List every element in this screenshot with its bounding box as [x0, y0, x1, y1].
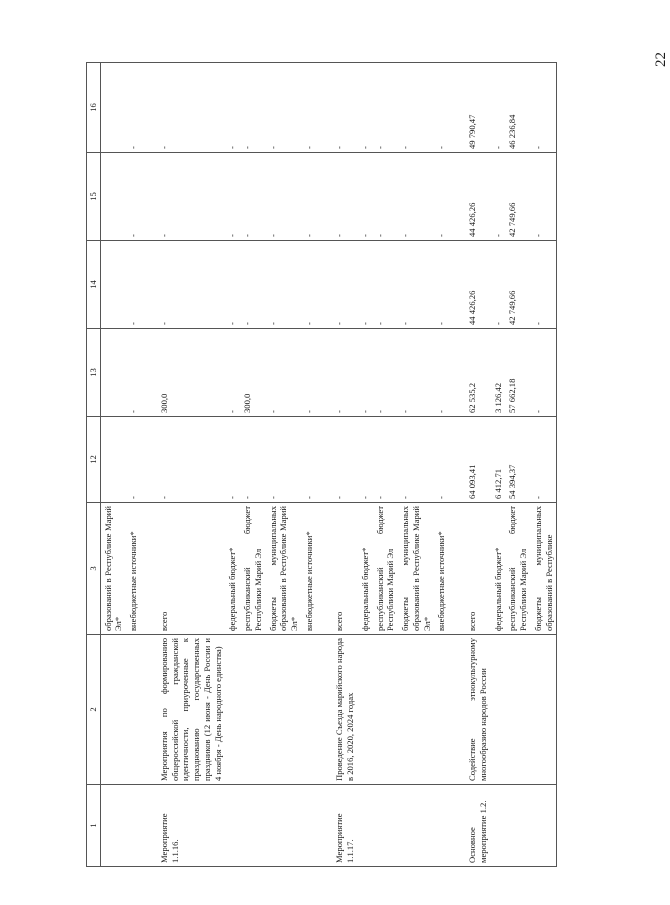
col-header-3: 3 — [87, 503, 101, 635]
value-cell: - — [225, 241, 240, 329]
header-row — [87, 63, 101, 867]
value-cell: - — [373, 153, 398, 241]
funding-source-cell: бюджеты муниципальных образований в Республике Марий Эл* — [266, 503, 302, 635]
event-name-cell — [358, 635, 373, 785]
value-cell: 44 426,26 — [465, 153, 490, 241]
event-code-cell — [358, 785, 373, 867]
event-name-cell: Проведение Съезда марийского народа в 2016, 2020, 2024 годах — [332, 635, 357, 785]
value-cell: - — [358, 63, 373, 153]
event-name-cell — [434, 635, 449, 785]
event-code-cell — [531, 785, 557, 867]
spacer-cell — [449, 153, 465, 241]
spacer-cell — [316, 241, 332, 329]
spacer-cell — [141, 241, 157, 329]
row-spacer — [449, 63, 465, 867]
table-row — [100, 63, 126, 867]
col-header-12: 12 — [87, 417, 101, 503]
spacer-cell — [141, 63, 157, 153]
value-cell: - — [434, 241, 449, 329]
event-name-cell — [225, 635, 240, 785]
spacer-cell — [141, 329, 157, 417]
event-code-cell — [373, 785, 398, 867]
value-cell: 42 749,66 — [505, 241, 530, 329]
value-cell: - — [225, 153, 240, 241]
value-cell: - — [531, 63, 557, 153]
event-code-cell: Мероприятие 1.1.16. — [157, 785, 225, 867]
table-row — [126, 63, 141, 867]
value-cell: 64 093,41 — [465, 417, 490, 503]
funding-source-cell: республиканский бюджет Республики Марий Эл — [373, 503, 398, 635]
value-cell: - — [266, 329, 302, 417]
event-name-cell — [398, 635, 434, 785]
event-name-cell — [266, 635, 302, 785]
funding-source-cell: всего — [465, 503, 490, 635]
value-cell: - — [491, 63, 506, 153]
spacer-cell — [316, 329, 332, 417]
value-cell: - — [157, 417, 225, 503]
value-cell: - — [332, 153, 357, 241]
event-code-cell — [126, 785, 141, 867]
value-cell: 300,0 — [240, 329, 265, 417]
value-cell: - — [225, 329, 240, 417]
spacer-cell — [449, 329, 465, 417]
table-row — [358, 63, 373, 867]
funding-source-cell: федеральный бюджет* — [491, 503, 506, 635]
value-cell: - — [332, 63, 357, 153]
spacer-cell — [449, 241, 465, 329]
value-cell: - — [266, 417, 302, 503]
value-cell: 54 394,37 — [505, 417, 530, 503]
value-cell: - — [302, 329, 317, 417]
event-code-cell — [225, 785, 240, 867]
spacer-cell — [141, 785, 157, 867]
event-name-cell: Содействие этнокультурному многообразию народов России — [465, 635, 490, 785]
value-cell: - — [157, 153, 225, 241]
event-code-cell — [302, 785, 317, 867]
spacer-cell — [141, 417, 157, 503]
table-row — [531, 63, 557, 867]
value-cell: - — [266, 63, 302, 153]
budget-table — [86, 62, 557, 867]
value-cell: 46 236,84 — [505, 63, 530, 153]
event-name-cell — [505, 635, 530, 785]
event-name-cell — [373, 635, 398, 785]
value-cell: - — [302, 417, 317, 503]
value-cell: 62 535,2 — [465, 329, 490, 417]
value-cell: - — [398, 153, 434, 241]
event-code-cell — [100, 785, 126, 867]
value-cell: - — [398, 63, 434, 153]
event-code-cell — [491, 785, 506, 867]
value-cell: - — [126, 329, 141, 417]
event-code-cell — [434, 785, 449, 867]
funding-source-cell: республиканский бюджет Республики Марий Эл — [240, 503, 265, 635]
value-cell: - — [398, 417, 434, 503]
value-cell: - — [398, 329, 434, 417]
table-row — [434, 63, 449, 867]
row-spacer — [316, 63, 332, 867]
value-cell: - — [157, 241, 225, 329]
col-header-2: 2 — [87, 635, 101, 785]
page-number: 22 — [653, 52, 669, 67]
col-header-14: 14 — [87, 241, 101, 329]
event-code-cell — [240, 785, 265, 867]
event-name-cell — [100, 635, 126, 785]
value-cell: - — [266, 153, 302, 241]
event-name-cell — [531, 635, 557, 785]
funding-source-cell: всего — [332, 503, 357, 635]
spacer-cell — [141, 153, 157, 241]
spacer-cell — [316, 63, 332, 153]
funding-source-cell: бюджеты муниципальных образований в Республике — [531, 503, 557, 635]
table-row — [240, 63, 265, 867]
table-row — [398, 63, 434, 867]
table-row — [157, 63, 225, 867]
rotated-table-container — [86, 63, 552, 867]
funding-source-cell: внебюджетные источники* — [302, 503, 317, 635]
value-cell: - — [157, 63, 225, 153]
funding-source-cell: бюджеты муниципальных образований в Республике Марий Эл* — [398, 503, 434, 635]
spacer-cell — [316, 785, 332, 867]
value-cell: - — [531, 241, 557, 329]
table-row — [465, 63, 490, 867]
value-cell: - — [302, 63, 317, 153]
event-name-cell — [240, 635, 265, 785]
event-code-cell: Основное мероприятие 1.2. — [465, 785, 490, 867]
row-spacer — [141, 63, 157, 867]
value-cell: - — [373, 329, 398, 417]
col-header-1: 1 — [87, 785, 101, 867]
value-cell: - — [434, 417, 449, 503]
spacer-cell — [449, 503, 465, 635]
table-row — [505, 63, 530, 867]
value-cell: 6 412,71 — [491, 417, 506, 503]
value-cell — [100, 241, 126, 329]
event-name-cell — [302, 635, 317, 785]
value-cell: - — [126, 241, 141, 329]
event-code-cell — [266, 785, 302, 867]
value-cell: - — [126, 417, 141, 503]
value-cell: - — [225, 417, 240, 503]
event-code-cell — [398, 785, 434, 867]
value-cell: - — [531, 153, 557, 241]
value-cell: - — [302, 241, 317, 329]
table-row — [332, 63, 357, 867]
value-cell: - — [225, 63, 240, 153]
value-cell: - — [358, 417, 373, 503]
value-cell — [100, 153, 126, 241]
event-code-cell: Мероприятие 1.1.17. — [332, 785, 357, 867]
col-header-13: 13 — [87, 329, 101, 417]
table-row — [373, 63, 398, 867]
spacer-cell — [316, 417, 332, 503]
value-cell: - — [358, 241, 373, 329]
value-cell: - — [240, 63, 265, 153]
spacer-cell — [141, 635, 157, 785]
funding-source-cell: федеральный бюджет* — [358, 503, 373, 635]
spacer-cell — [141, 503, 157, 635]
spacer-cell — [316, 503, 332, 635]
value-cell: - — [373, 417, 398, 503]
value-cell: 49 790,47 — [465, 63, 490, 153]
table-row — [302, 63, 317, 867]
table-row — [225, 63, 240, 867]
value-cell: 44 426,26 — [465, 241, 490, 329]
value-cell — [100, 329, 126, 417]
value-cell — [100, 63, 126, 153]
value-cell: - — [358, 153, 373, 241]
value-cell: - — [491, 153, 506, 241]
event-name-cell — [126, 635, 141, 785]
table-body — [100, 63, 557, 867]
value-cell: - — [491, 241, 506, 329]
value-cell: - — [332, 329, 357, 417]
spacer-cell — [449, 635, 465, 785]
funding-source-cell: внебюджетные источники* — [434, 503, 449, 635]
value-cell: 57 662,18 — [505, 329, 530, 417]
spacer-cell — [449, 63, 465, 153]
spacer-cell — [316, 635, 332, 785]
value-cell: - — [434, 329, 449, 417]
spacer-cell — [449, 785, 465, 867]
value-cell: 300,0 — [157, 329, 225, 417]
funding-source-cell: республиканский бюджет Республики Марий Эл — [505, 503, 530, 635]
value-cell: - — [434, 153, 449, 241]
table-row — [266, 63, 302, 867]
funding-source-cell: федеральный бюджет* — [225, 503, 240, 635]
funding-source-cell: всего — [157, 503, 225, 635]
value-cell: - — [126, 63, 141, 153]
value-cell: - — [240, 241, 265, 329]
value-cell: - — [332, 241, 357, 329]
value-cell: - — [332, 417, 357, 503]
value-cell: 42 749,66 — [505, 153, 530, 241]
col-header-16: 16 — [87, 63, 101, 153]
table-row — [491, 63, 506, 867]
event-code-cell — [505, 785, 530, 867]
value-cell: - — [358, 329, 373, 417]
event-name-cell — [491, 635, 506, 785]
value-cell: - — [240, 417, 265, 503]
funding-source-cell: образований в Республике Марий Эл* — [100, 503, 126, 635]
value-cell: - — [126, 153, 141, 241]
value-cell: - — [398, 241, 434, 329]
col-header-15: 15 — [87, 153, 101, 241]
value-cell: - — [531, 417, 557, 503]
value-cell: - — [531, 329, 557, 417]
value-cell: - — [266, 241, 302, 329]
funding-source-cell: внебюджетные источники* — [126, 503, 141, 635]
value-cell: - — [373, 63, 398, 153]
event-name-cell: Мероприятия по формированию общероссийской гражданской идентичности, приуроченные к празднованию государственных праздников (12 июня - День России и 4 ноября - День народного единства) — [157, 635, 225, 785]
spacer-cell — [316, 153, 332, 241]
value-cell: - — [434, 63, 449, 153]
value-cell — [100, 417, 126, 503]
value-cell: - — [240, 153, 265, 241]
value-cell: - — [302, 153, 317, 241]
value-cell: - — [373, 241, 398, 329]
value-cell: 3 126,42 — [491, 329, 506, 417]
spacer-cell — [449, 417, 465, 503]
